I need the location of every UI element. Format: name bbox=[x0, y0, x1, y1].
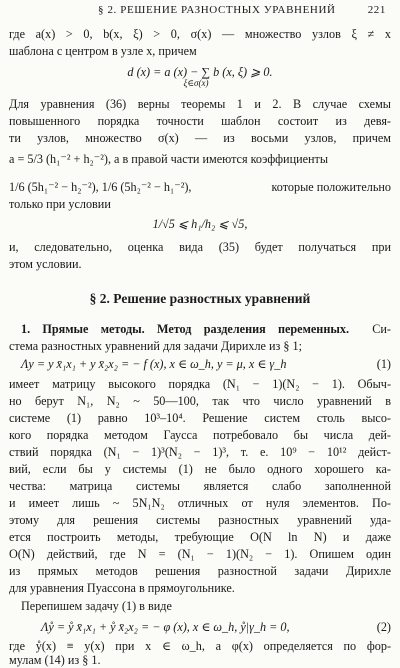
text-line: кого порядка методом Гаусса потребовало бы числа дей- bbox=[9, 428, 391, 442]
text-line: и имеет лишь ~ 5N₁N₂ отличных от нуля элементов. По- bbox=[9, 496, 391, 510]
text-line: и, следовательно, оценка вида (35) будет получаться при bbox=[9, 240, 391, 254]
equation-d: d (x) = a (x) − ∑ b (x, ξ) ⩾ 0. bbox=[127, 65, 273, 79]
text-line: ствий порядка (N₁ − 1)³(N₂ − 1)³, т. е. 10⁹ − 10¹² дейст- bbox=[9, 445, 391, 459]
text-line: которые положительно bbox=[271, 180, 391, 194]
condition-formula: 1/√5 ⩽ h₁/h₂ ⩽ √5, bbox=[152, 217, 248, 231]
subsection-title: 1. Прямые методы. Метод разделения переменных. bbox=[21, 322, 349, 336]
text-line: ется построить методы, требующие O(N ln N) и даже bbox=[9, 530, 391, 544]
text-line: для уравнения Пуассона в прямоугольнике. bbox=[9, 581, 235, 595]
text-line: стема разностных уравнений для задачи Дирихле из § 1; bbox=[9, 339, 303, 353]
text-line: этому для решения системы разностных уравнений уда- bbox=[9, 513, 391, 527]
text-line: O(N) действий, где N = (N₁ − 1)(N₂ − 1). Опишем один bbox=[9, 547, 391, 561]
text-line: шаблона с центром в узле x, причем bbox=[9, 44, 197, 58]
equation-1 bbox=[9, 356, 391, 372]
equation-2 bbox=[9, 619, 391, 635]
equation-d-subscript: ξ∈σ(x) bbox=[183, 78, 209, 88]
coefficients-formula: 1/6 (5h₁⁻² − h₂⁻²), 1/6 (5h₂⁻² − h₁⁻²), bbox=[9, 180, 192, 194]
text-line: из прямых методов решения разностной задачи Дирихле bbox=[9, 564, 391, 578]
equation-2-body: Λẙ = ẙ x̄₁x₁ + ẙ x̄₂x₂ = − φ (x), x ∈ ω_h, ẙ|γ_h = 0, bbox=[41, 620, 290, 634]
section-title: § 2. Решение разностных уравнений bbox=[89, 291, 311, 306]
equation-2-number: (2) bbox=[376, 620, 391, 634]
text-line: Перепишем задачу (1) в виде bbox=[21, 599, 172, 613]
text-line: только при условии bbox=[9, 197, 111, 211]
text-line: но берут N₁, N₂ ~ 50—100, так что число уравнений в bbox=[9, 394, 391, 408]
text-line-with-formula: a = 5/3 (h₁⁻² + h₂⁻²), а в правой части имеются коэффициенты bbox=[9, 152, 329, 166]
text-line: мулам (14) из § 1. bbox=[9, 653, 101, 667]
text-line: вий, если бы у системы (1) не было одного хорошего ка- bbox=[9, 462, 391, 476]
page-number: 221 bbox=[367, 4, 386, 16]
equation-1-body: Λy = y x̄₁x₁ + y x̄₂x₂ = − f (x), x ∈ ω_h, y = μ, x ∈ γ_h bbox=[21, 357, 287, 371]
text-line: Си- bbox=[372, 322, 391, 336]
running-header-section: § 2. РЕШЕНИЕ РАЗНОСТНЫХ УРАВНЕНИЙ bbox=[98, 4, 336, 16]
text-line: системе (1) равно 10³–10⁴. Решение систем столь высо- bbox=[9, 411, 391, 425]
text-line: имеет матрицу высокого порядка (N₁ − 1)(N₂ − 1). Обыч- bbox=[9, 377, 391, 391]
equation-1-number: (1) bbox=[376, 357, 391, 371]
text-line: ти узлов, множество σ(x) — из восьми узлов, причем bbox=[9, 131, 391, 145]
text-line: где a(x) > 0, b(x, ξ) > 0, σ(x) — множество узлов ξ ≠ x bbox=[9, 27, 391, 41]
text-line: этом условии. bbox=[9, 257, 82, 271]
text-line: повышенного порядка точности шаблон состоит из девя- bbox=[9, 114, 391, 128]
text-line: чества: матрица системы является слабо заполненной bbox=[9, 479, 391, 493]
text-line: Для уравнения (36) верны теоремы 1 и 2. В случае схемы bbox=[9, 97, 391, 111]
running-header bbox=[0, 4, 400, 18]
text-line: где ẙ(x) ≡ y(x) при x ∈ ω_h, а φ(x) определяется по фор- bbox=[9, 639, 391, 653]
